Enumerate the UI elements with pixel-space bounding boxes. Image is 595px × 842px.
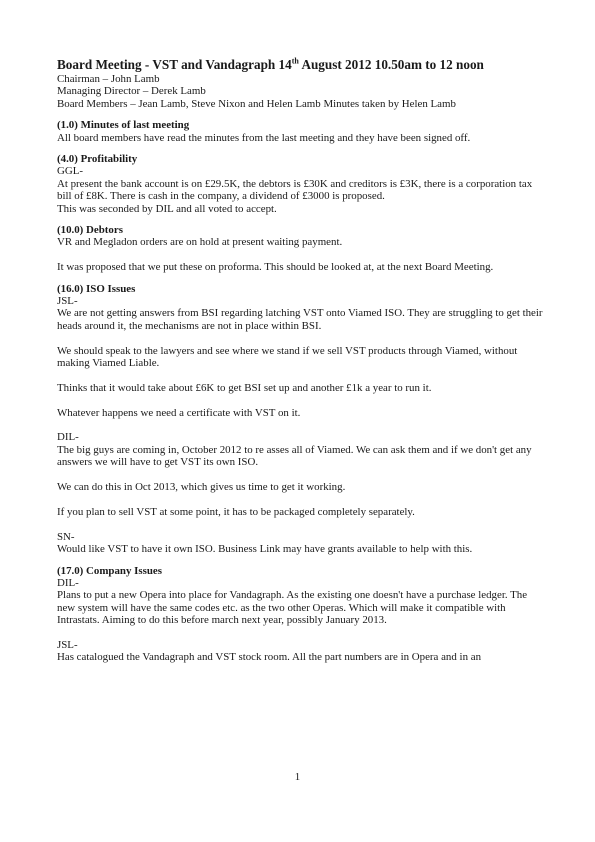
- debtors-paragraph: It was proposed that we put these on proforma. This should be looked at, at the next Board Meeting.: [57, 261, 494, 274]
- section-heading-minutes: (1.0) Minutes of last meeting: [57, 119, 190, 132]
- title-ordinal-suffix: th: [291, 56, 299, 66]
- iso-paragraph: The big guys are coming in, October 2012 to re asses all of Viamed. We can ask them and if we don't get any answers we will have to get VST its own ISO.: [57, 443, 532, 469]
- section-heading-iso-issues: (16.0) ISO Issues: [57, 282, 136, 295]
- section-heading-company-issues: (17.0) Company Issues: [57, 564, 162, 577]
- page-number: 1: [294, 771, 301, 783]
- document-title: [57, 57, 547, 72]
- iso-paragraph: If you plan to sell VST at some point, it has to be packaged completely separately.: [57, 505, 415, 518]
- speaker-label: DIL-: [57, 576, 79, 589]
- board-members-line: Board Members – Jean Lamb, Steve Nixon and Helen Lamb Minutes taken by Helen Lamb: [57, 97, 456, 110]
- minutes-body: All board members have read the minutes from the last meeting and they have been signed off.: [57, 131, 471, 144]
- speaker-label: DIL-: [57, 431, 79, 444]
- speaker-label: SN-: [57, 530, 75, 543]
- company-paragraph: Plans to put a new Opera into place for Vandagraph. As the existing one doesn't have a purchase ledger. The new system will have the same codes etc. as the two other Operas. Which will make it compatible with Intrastats. Aiming to do this before march next year, possibly January 2013.: [57, 589, 528, 627]
- section-heading-profitability: (4.0) Profitability: [57, 153, 138, 166]
- managing-director-line: Managing Director – Derek Lamb: [57, 85, 206, 98]
- section-heading-debtors: (10.0) Debtors: [57, 224, 123, 237]
- profitability-paragraph: This was seconded by DIL and all voted to accept.: [57, 202, 277, 215]
- speaker-label: JSL-: [57, 638, 78, 651]
- title-prefix: Board Meeting - VST and Vandagraph 14: [57, 57, 292, 72]
- document-body: [57, 57, 547, 664]
- iso-paragraph: We can do this in Oct 2013, which gives us time to get it working.: [57, 481, 346, 494]
- iso-paragraph: Whatever happens we need a certificate with VST on it.: [57, 406, 301, 419]
- profitability-paragraph: At present the bank account is on £29.5K, the debtors is £30K and creditors is £3K, there is a corporation tax bill of £8K. There is cash in the company, a dividend of £3000 is proposed.: [57, 177, 533, 203]
- company-paragraph: Has catalogued the Vandagraph and VST stock room. All the part numbers are in Opera and in an: [57, 651, 482, 664]
- iso-paragraph: Would like VST to have it own ISO. Business Link may have grants available to help with this.: [57, 543, 473, 556]
- iso-paragraph: We should speak to the lawyers and see where we stand if we sell VST products through Viamed, without making Viamed Liable.: [57, 344, 518, 370]
- iso-paragraph: We are not getting answers from BSI regarding latching VST onto Viamed ISO. They are struggling to get their heads around it, the mechanisms are not in place within BSI.: [57, 307, 543, 332]
- speaker-label: GGL-: [57, 165, 84, 178]
- debtors-paragraph: VR and Megladon orders are on hold at present waiting payment.: [57, 236, 343, 249]
- speaker-label: JSL-: [57, 295, 78, 308]
- chairman-line: Chairman – John Lamb: [57, 73, 160, 85]
- iso-paragraph: Thinks that it would take about £6K to get BSI set up and another £1k a year to run it.: [57, 381, 432, 394]
- title-rest: August 2012 10.50am to 12 noon: [298, 57, 484, 72]
